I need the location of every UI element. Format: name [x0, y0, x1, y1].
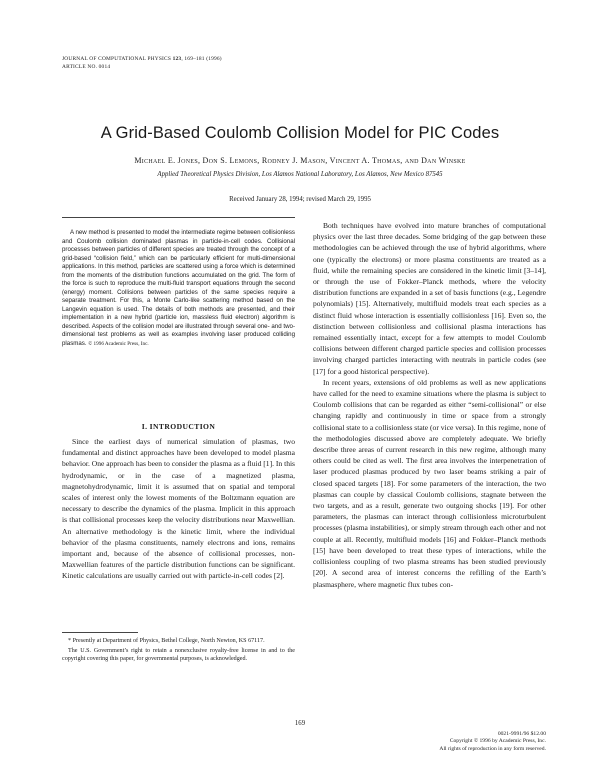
- author-list: Michael E. Jones, Don S. Lemons, Rodney J. Mason, Vincent A. Thomas, and Dan Winske: [134, 156, 466, 165]
- abstract-text: A new method is presented to model the intermediate regime between collisionless and Coulomb collision dominated plasmas in particle-in-cell codes. Collisional processes between particles of different species are treated through the concept of a grid-based “collision field,” which can be particularly efficient for multi-dimensional applications. In this method, particles are scattered using a force which is determined from the moments of the distribution functions accumulated on the grid. The form of the force is such to reproduce the multi-fluid transport equations through the second (energy) moment. Collisions between particles of the same species require a separate treatment. For this, a Monte Carlo-like scattering method based on the Langevin equation is used. The details of both methods are presented, and their implementation in a new hybrid (particle ion, massless fluid electron) algorithm is described. Aspects of the collision model are illustrated through several one- and two-dimensional test problems as well as examples involving laser produced colliding plasmas.: [62, 229, 295, 347]
- received-dates: Received January 28, 1994; revised March 29, 1995: [229, 196, 371, 203]
- abstract: [62, 229, 295, 348]
- footnote-government-license: The U.S. Government’s right to retain a nonexclusive royalty-free license in and to the copyright covering this paper, for governmental purposes, is acknowledged.: [62, 647, 295, 663]
- publisher-copyright: Copyright © 1996 by Academic Press, Inc.: [449, 738, 546, 745]
- issn-copyright-block: [439, 731, 546, 753]
- rights-reserved: All rights of reproduction in any form reserved.: [439, 745, 546, 752]
- intro-paragraph-1: Since the earliest days of numerical simulation of plasmas, two fundamental and distinct approaches have been developed to model plasma behavior. One approach has been to consider the plasma as a fluid [1]. In this hydrodynamic, or in the case of a magnetized plasma, magnetohydrodynamic, limit it is assumed that on spatial and temporal scales of interest only the lowest moments of the Boltzmann equation are necessary to describe the dynamics of the plasma. Implicit in this approach is that collisional processes keep the velocity distributions near Maxwellian. An alternative methodology is the kinetic limit, where the individual behavior of the plasma constituents, namely electrons and ions, remains important and, because of the absence of collisional processes, non-Maxwellian features of the particle distribution functions can be significant. Kinetic calculations are usually carried out with particle-in-cell codes [2].: [62, 437, 295, 581]
- right-paragraph-2: In recent years, extensions of old problems as well as new applications have called for the need to examine situations where the plasma is subject to Coulomb collisions that can be regarded as either “semi-collisional” or else changing rapidly and continuously in time or space from a strongly collisional state to a collisionless state (or vice versa). In this regime, none of the methodologies discussed above are completely adequate. We briefly describe three areas of current research in this new regime, although many others could be cited as well. The first area involves the interpenetration of laser produced plasmas produced by two laser beams striking a pair of closed spaced targets [18]. For some parameters of the interaction, the two plasmas can couple by classical Coulomb collisions, stagnate between the two targets, and as a result, generate two outgoing shocks [19]. For other parameters, the plasmas can interact through collisionless microturbulent processes (plasma instabilities), or simply stream through each other and not couple at all. Recently, multifluid models [16] and Fokker–Planck methods [15] have been developed to treat these types of interactions, while the collisionless coupling of two plasma streams has been studied previously [20]. A second area of interest concerns the refilling of the Earth’s plasmasphere, where magnetic flux tubes con-: [313, 377, 546, 589]
- intro-left-column: [62, 436, 295, 582]
- paper-title: A Grid-Based Coulomb Collision Model for PIC Codes: [100, 124, 500, 142]
- right-column: [313, 220, 546, 590]
- issn-price: 0021-9991/96 $12.00: [497, 731, 546, 737]
- footnotes: [62, 637, 295, 665]
- page-number: 169: [294, 720, 306, 727]
- journal-volume: 123: [172, 56, 182, 62]
- journal-name: JOURNAL OF COMPUTATIONAL PHYSICS: [62, 56, 172, 62]
- journal-header: [62, 55, 222, 71]
- footnote-rule: [62, 632, 138, 633]
- abstract-top-rule: [62, 217, 295, 218]
- footnote-affiliation: * Presently at Department of Physics, Bethel College, North Newton, KS 67117.: [68, 638, 265, 644]
- right-paragraph-1: Both techniques have evolved into mature branches of computational physics over the last three decades. Some bridging of the gap between these methodologies can be achieved through the use of hybrid algorithms, where one (typically the electrons) or more plasma constituents are treated as a fluid, while the remaining species are considered in the kinetic limit [3–14], or through the use of Fokker–Planck methods, where the velocity distribution functions are expanded in a set of basis functions (e.g., Legendre polynomials) [15]. Alternatively, multifluid models treat each species as a distinct fluid whose interaction is essentially collisionless [16]. Even so, the distinction between collisionless and collisional plasma interactions has remained essentially intact, except for a few attempts to model Coulomb collisions between different charged particle species and collision processes involving charged particles interacting with neutrals in particle codes (see [17] for a good historical perspective).: [313, 221, 546, 376]
- abstract-copyright: © 1996 Academic Press, Inc.: [88, 340, 149, 347]
- article-number: ARTICLE NO. 0014: [62, 64, 111, 70]
- affiliation: Applied Theoretical Physics Division, Los Alamos National Laboratory, Los Alamos, New Mexico 87545: [157, 171, 443, 178]
- journal-pages-year: , 169–181 (1996): [181, 56, 222, 62]
- section-heading-introduction: I. INTRODUCTION: [141, 422, 216, 431]
